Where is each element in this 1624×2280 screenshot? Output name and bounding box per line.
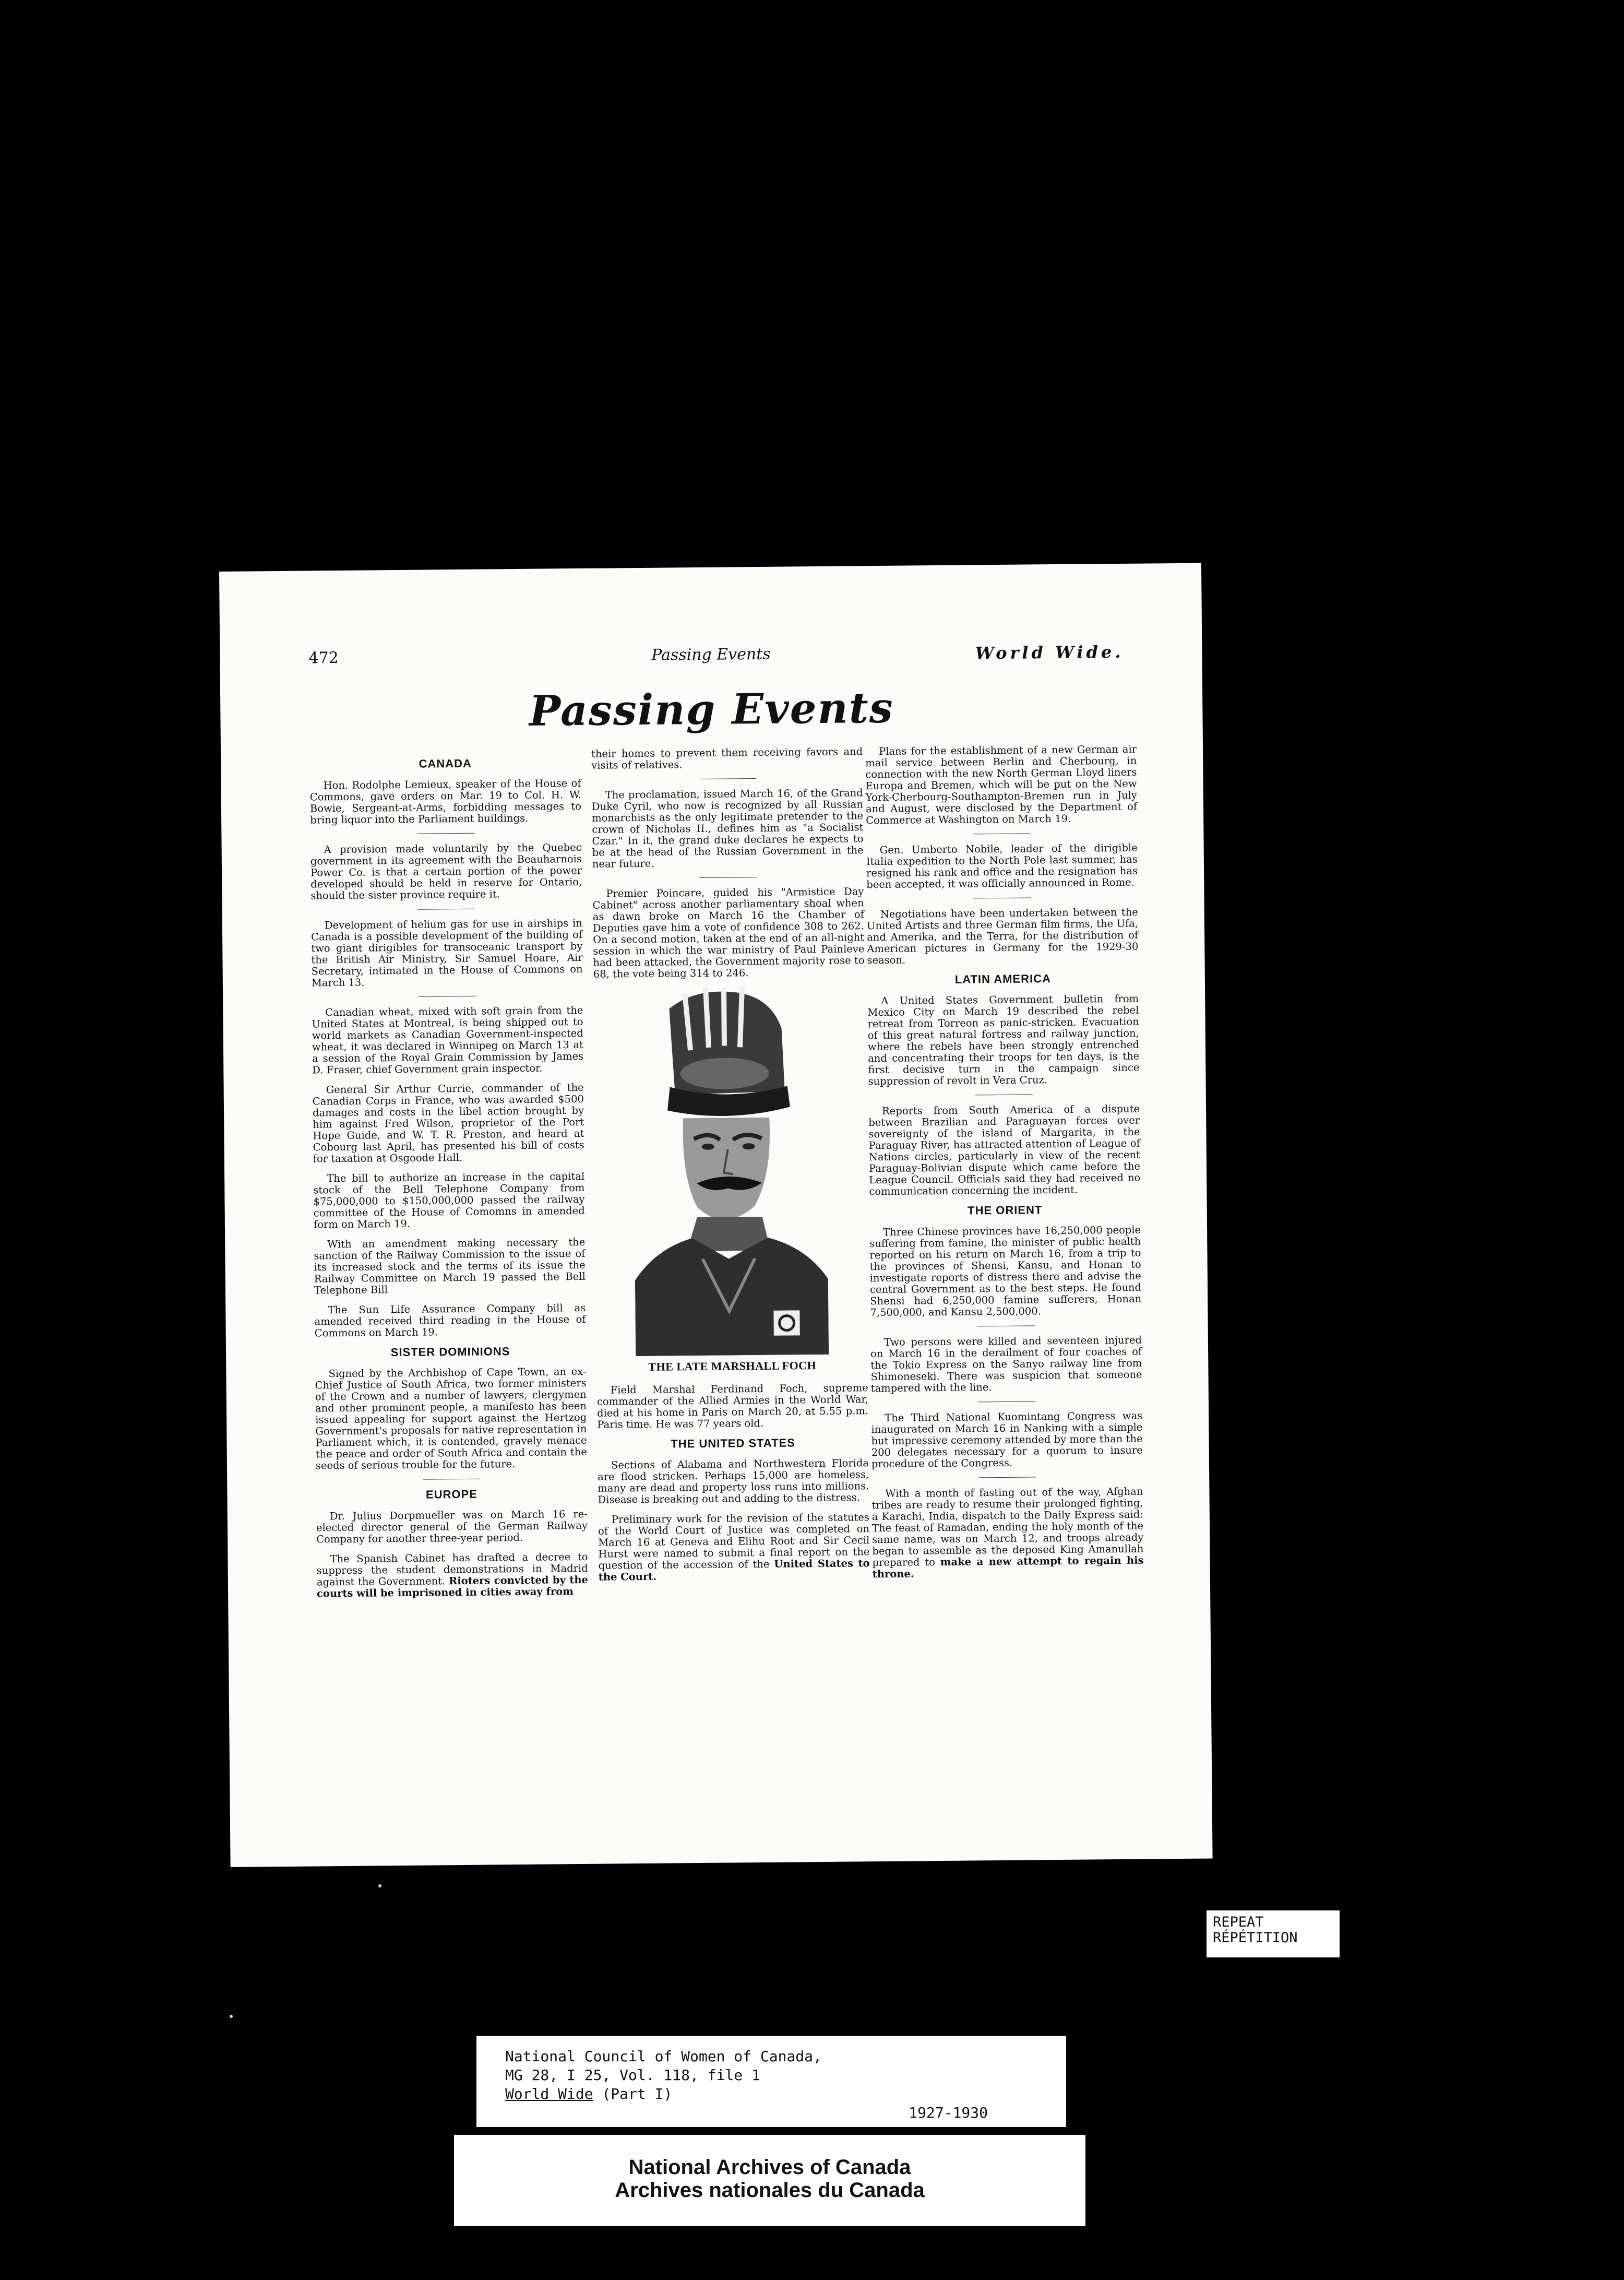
paragraph-bold-text: Rioters convicted by the courts will be imprisoned in cities away from <box>316 1573 588 1600</box>
divider <box>975 1094 1033 1095</box>
divider <box>978 1401 1035 1402</box>
citation-part: (Part I) <box>602 2085 673 2103</box>
paragraph-text: The Spanish Cabinet has drafted a decree to suppress the student demonstrations in Madrid against the Government. <box>316 1550 588 1588</box>
section-heading-united-states: THE UNITED STATES <box>671 1436 796 1451</box>
repeat-stamp-line-en: REPEAT <box>1213 1914 1264 1930</box>
repeat-stamp-line-fr: RÉPÉTITION <box>1213 1930 1298 1946</box>
masthead-title: Passing Events <box>529 683 894 735</box>
paragraph: Dr. Julius Dorpmueller was on March 16 re-elected director general of the German Railway Company for another three-year period. <box>316 1507 588 1546</box>
foch-portrait-drawing <box>632 987 829 1356</box>
divider <box>699 877 757 878</box>
paragraph: Gen. Umberto Nobile, leader of the dirigible Italia expedition to the North Pole last summer, has resigned his rank and office and the resignation has been accepted, it was officially announced in Rome. <box>866 841 1138 891</box>
citation-fonds: National Council of Women of Canada, <box>505 2048 822 2065</box>
paragraph: Negotiations have been undertaken between the United Artists and three German film firms, the Ufa, and Amerika, and the Terra, for the distribution of American pictures in Germany for the 1929-30 season. <box>866 906 1139 967</box>
paragraph: The proclamation, issued March 16, of the Grand Duke Cyril, who now is recognized by all Russian monarchists as the only legitimate pretender to the crown of Nicholas II., defines him as "a Socialist Czar." In it, the grand duke declares he expects to be at the head of the Russian Government in the near future. <box>591 787 864 870</box>
divider <box>418 909 475 910</box>
column-3 <box>865 744 1144 1588</box>
section-heading-canada: CANADA <box>419 756 472 770</box>
scan-speck <box>230 2015 233 2018</box>
paragraph: Three Chinese provinces have 16,250,000 people suffering from famine, the minister of public health reported on his return on March 16, from a trip to the provinces of Shensi, Kansu, and Honan to investigate reports of distress there and advise the central Government as to the best steps. He found Shensi had 6,250,000 famine sufferers, Honan 7,500,000, and Kansu 2,500,000. <box>869 1224 1142 1319</box>
paragraph: With an amendment making necessary the sanction of the Railway Commission to the issue of its increased stock and the terms of its issue the Railway Committee on March 19 passed the Bell Telephone Bill <box>314 1236 586 1297</box>
section-heading-europe: EUROPE <box>425 1487 478 1501</box>
paragraph: Premier Poincare, guided his "Armistice Day Cabinet" across another parliamentary shoal when as dawn broke on March 16 the Chamber of Deputies gave him a vote of confidence 308 to 262. On a second motion, taken at the end of an all-night session in which the war ministry of Paul Painleve had been attacked, the Government majority rose to 68, the vote being 314 to 246. <box>592 885 865 980</box>
archival-citation-label <box>476 2036 1066 2127</box>
divider <box>419 996 476 997</box>
paragraph: Development of helium gas for use in airships in Canada is a possible development of the building of two giant dirigibles for transoceanic transport by the British Air Ministry, Sir Samuel Hoare, Air Secretary, intimated in the House of Commons on March 13. <box>311 917 583 989</box>
paragraph: Hon. Rodolphe Lemieux, speaker of the House of Commons, gave orders on Mar. 19 to Col. H. W. Bowie, Sergeant-at-Arms, forbidding messages to bring liquor into the Parliament buildings. <box>309 777 582 826</box>
citation-title-line <box>505 2085 1037 2104</box>
repeat-stamp <box>1207 1910 1340 1957</box>
citation-title: World Wide <box>505 2085 593 2103</box>
paragraph-bold-text: make a new attempt to regain his throne. <box>872 1554 1144 1581</box>
foch-portrait-photo <box>632 987 829 1356</box>
citation-years: 1927-1930 <box>909 2104 988 2121</box>
newspaper-page <box>219 563 1213 1867</box>
paragraph: Sections of Alabama and Northwestern Florida are flood stricken. Perhaps 15,000 are homeless, many are dead and property loss runs into millions. Disease is breaking out and adding to the distress. <box>598 1457 869 1506</box>
section-heading-the-orient: THE ORIENT <box>968 1203 1043 1217</box>
paragraph <box>316 1551 588 1600</box>
paragraph-text: Preliminary work for the revision of the statutes of the World Court of Justice was completed on March 16 at Geneva and Elihu Root and Sir Cecil Hurst were named to submit a final report on the question of the accession of the <box>598 1511 870 1572</box>
paragraph: their homes to prevent them receiving favors and visits of relatives. <box>591 745 863 771</box>
paragraph: A provision made voluntarily by the Quebec government in its agreement with the Beauharnois Power Co. is that a certain portion of the power developed should be held in reserve for Ontario, should the sister province require it. <box>310 841 582 902</box>
divider <box>973 833 1030 834</box>
section-heading-sister-dominions: SISTER DOMINIONS <box>390 1345 510 1359</box>
paragraph <box>598 1512 870 1583</box>
divider <box>977 1325 1035 1326</box>
paragraph: Canadian wheat, mixed with soft grain from the United States at Montreal, is being shipped out to world markets as Canadian Government-inspected wheat, it was declared in Winnipeg on March 13 at a session of the Royal Grain Commission by James D. Fraser, chief Government grain inspector. <box>312 1004 584 1076</box>
portrait-caption: THE LATE MARSHALL FOCH <box>648 1359 817 1373</box>
divider <box>698 778 756 779</box>
archives-name-en: National Archives of Canada <box>628 2156 911 2179</box>
column-1 <box>309 749 588 1608</box>
publication-name: World Wide. <box>975 642 1124 663</box>
paragraph: General Sir Arthur Currie, commander of the Canadian Corps in France, who was awarded $500 damages and costs in the libel action brought by him against Fred Wilson, proprietor of the Port Hope Guide, and W. T. R. Preston, and heard at Cobourg last April, has presented his bill of costs for taxation at Osgoode Hall. <box>312 1081 584 1165</box>
paragraph: Two persons were killed and seventeen injured on March 16 in the derailment of four coaches of the Tokio Express on the Sanyo railway line from Shimoneseki. There was suspicion that someone tampered with the line. <box>870 1334 1142 1395</box>
archives-name-fr: Archives nationales du Canada <box>615 2179 925 2202</box>
paragraph: The Third National Kuomintang Congress was inaugurated on March 16 in Nanking with a simple but impressive ceremony attended by more than the 200 delegates necessary for a quorum to insure procedure of the Congress. <box>871 1409 1143 1470</box>
paragraph: Field Marshal Ferdinand Foch, supreme commander of the Allied Armies in the World War, died at his home in Paris on March 20, at 5.55 p.m. Paris time. He was 77 years old. <box>596 1382 869 1431</box>
paragraph-bold-text: United States to the Court. <box>598 1557 870 1583</box>
paragraph: Plans for the establishment of a new German air mail service between Berlin and Cherbourg, in connection with the new North German Lloyd liners Europa and Bremen, which will be put on the New York-Cherbourg-Southampton-Bremen run in July and August, were disclosed by the Department of Commerce at Washington on March 19. <box>865 743 1138 827</box>
paragraph: Signed by the Archbishop of Cape Town, an ex-Chief Justice of South Africa, two former ministers of the Crown and a number of lawyers, clergymen and other prominent people, a manifesto has been issued appealing for support against the Hertzog Government's proposals for native representation in Parliament which, it is contended, gravely menace the peace and order of South Africa and contain the seeds of serious trouble for the future. <box>315 1365 587 1472</box>
paragraph: A United States Government bulletin from Mexico City on March 19 described the rebel retreat from Torreon as panic-stricken. Evacuation of this great natural fortress and railway junction, where the rebels have been strongly entrenched and concentrating their troops for ten days, is the first decisive turn in the campaign since suppression of revolt in Vera Cruz. <box>867 992 1140 1088</box>
paragraph: The Sun Life Assurance Company bill as amended received third reading in the House of Commons on March 19. <box>314 1301 586 1339</box>
running-head: Passing Events <box>651 645 771 664</box>
paragraph: Reports from South America of a dispute between Brazilian and Paraguayan forces over sovereignty of the island of Margarita, in the Paraguay River, has attracted attention of League of Nations circles, particularly in view of the recent Paraguay-Bolivian dispute which came before the League Council. Officials said they had received no communication concerning the incident. <box>868 1102 1141 1198</box>
divider <box>974 897 1031 898</box>
divider <box>417 833 474 834</box>
scan-speck <box>378 1884 381 1887</box>
citation-reference: MG 28, I 25, Vol. 118, file 1 <box>505 2067 760 2084</box>
divider <box>978 1477 1036 1478</box>
archives-label <box>454 2135 1085 2226</box>
page-number: 472 <box>308 649 339 668</box>
paragraph-text: With a month of fasting out of the way, Afghan tribes are ready to resume their prolonged fighting, a Karachi, India, dispatch to the Daily Express said: The feast of Ramadan, ending the holy month of the same name, was on March 12, and troops already began to assemble as the deposed King Amanullah prepared to <box>871 1485 1144 1569</box>
section-heading-latin-america: LATIN AMERICA <box>954 972 1052 986</box>
column-2 <box>591 746 870 1591</box>
paragraph: The bill to authorize an increase in the capital stock of the Bell Telephone Company from $75,000,000 to $150,000,000 passed the railway committee of the House of Comomns in amended form on March 19. <box>313 1170 585 1231</box>
paragraph <box>871 1486 1144 1581</box>
divider <box>423 1479 480 1480</box>
